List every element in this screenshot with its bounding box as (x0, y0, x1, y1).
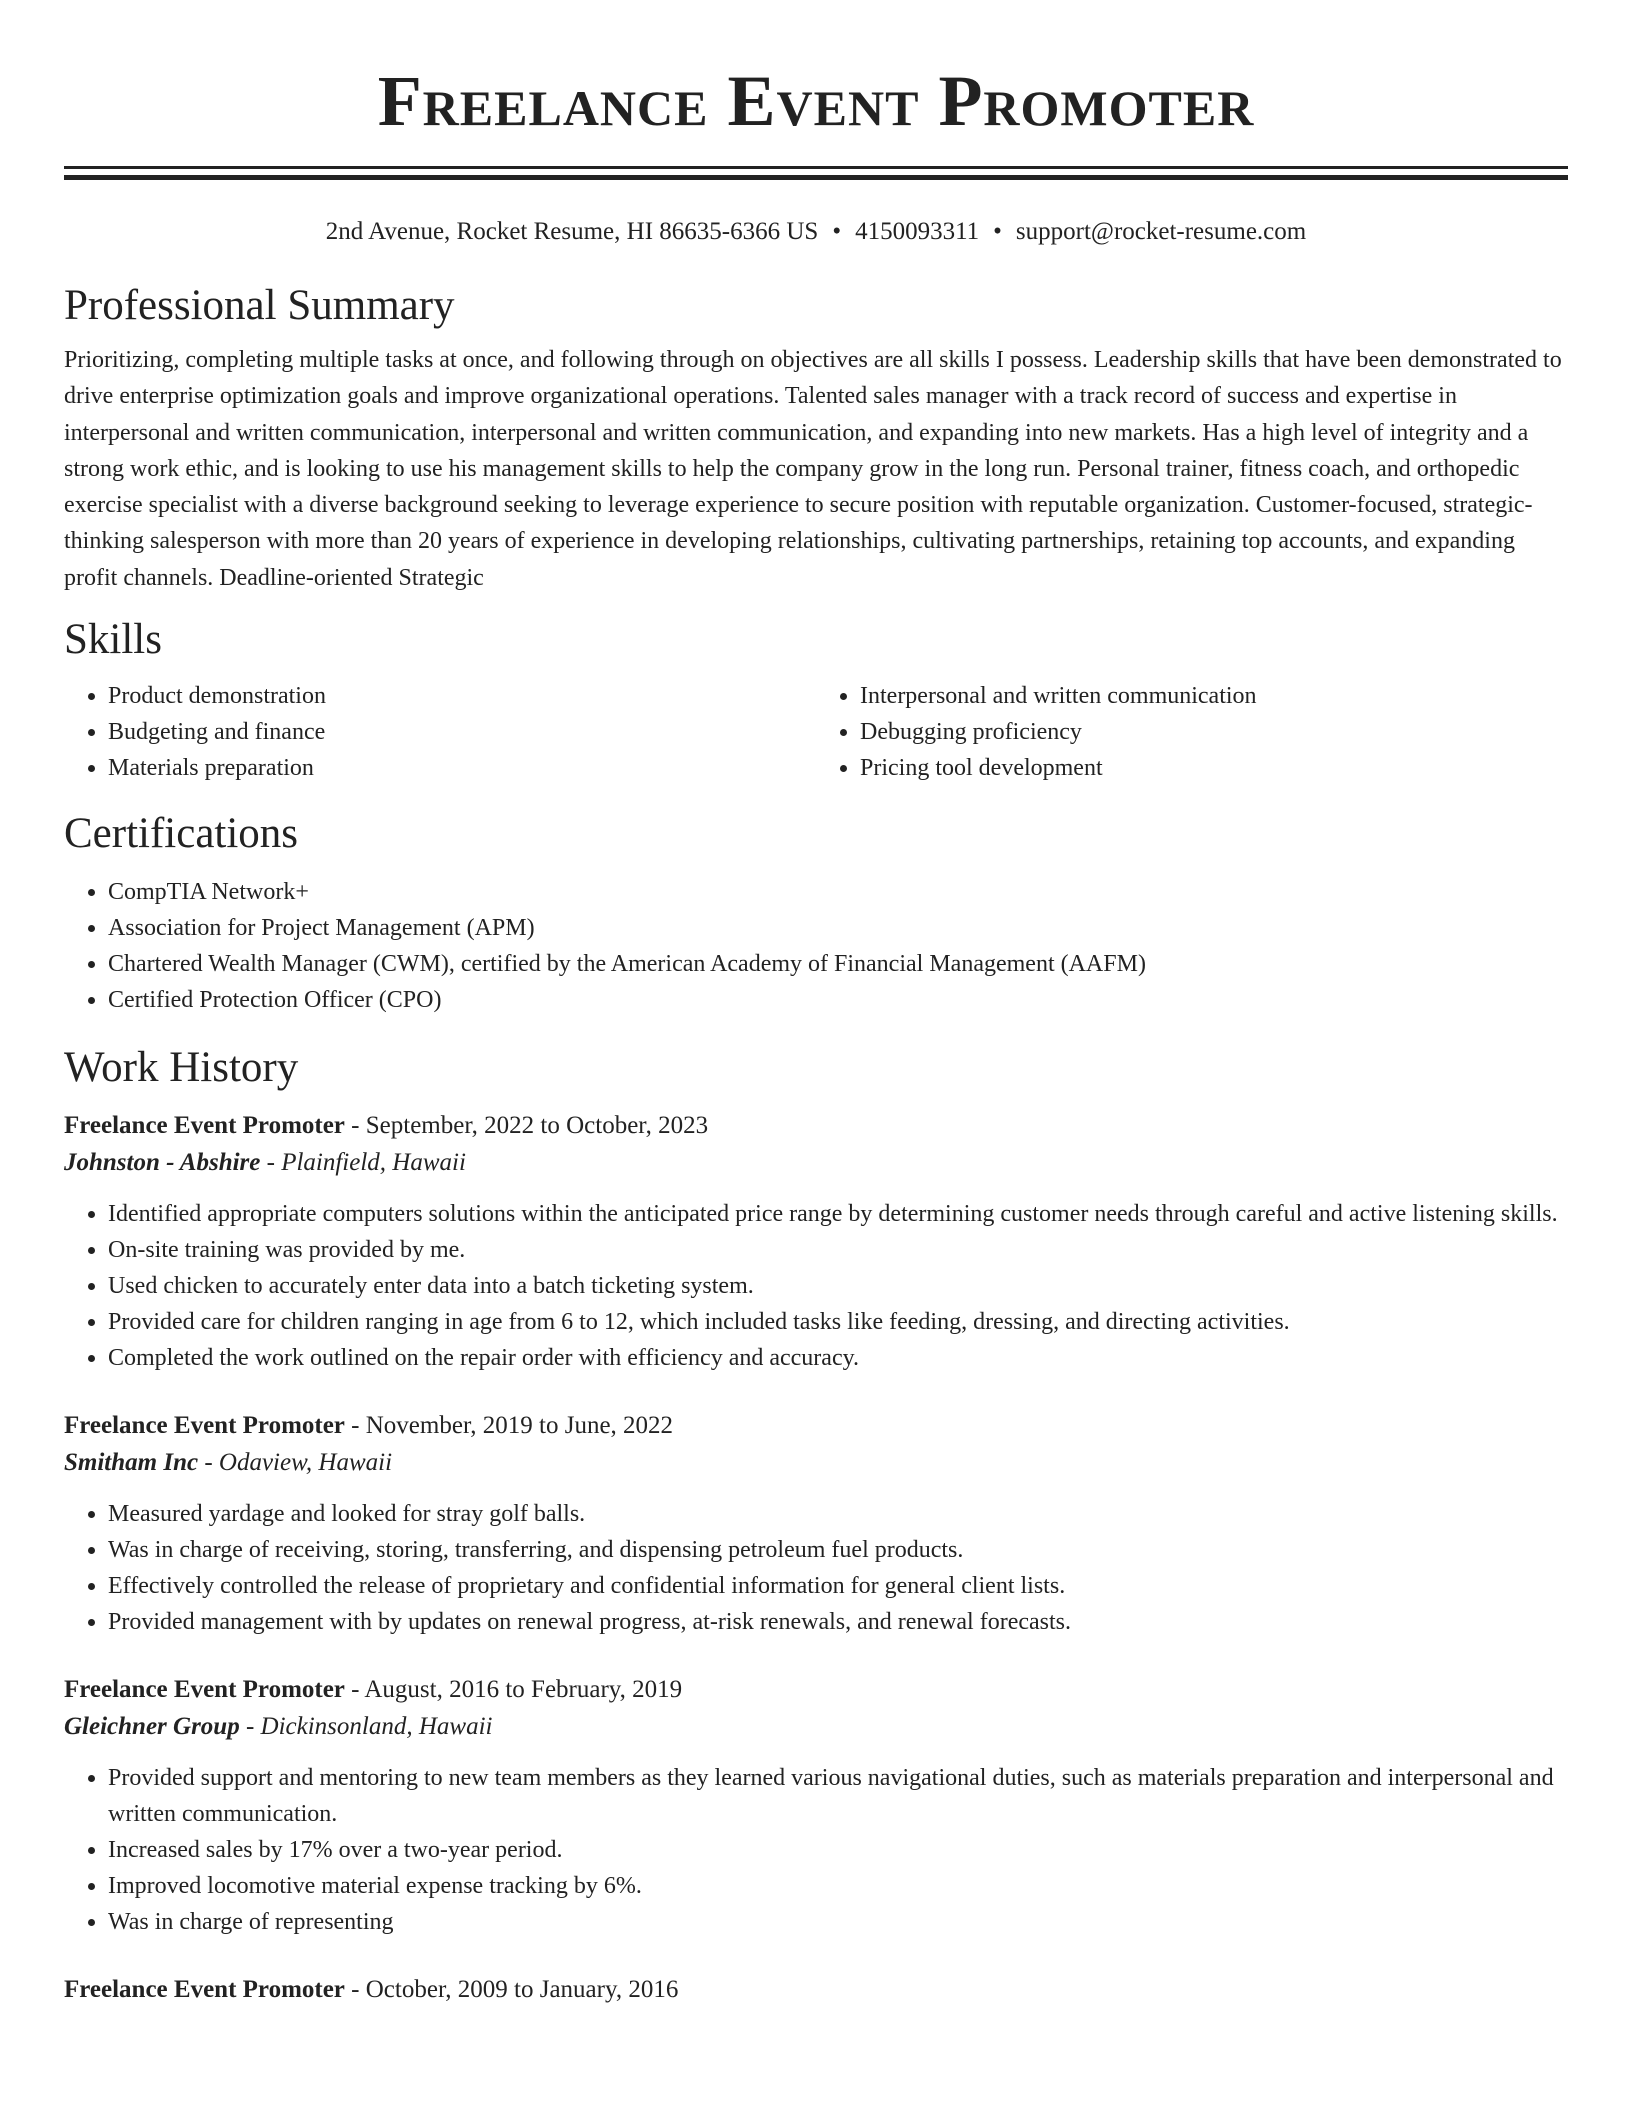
job-title-line (64, 1972, 1568, 2008)
certification-item: • CompTIA Network+ (108, 874, 1568, 910)
job-dates: - November, 2019 to June, 2022 (344, 1412, 674, 1440)
job-company: Smitham Inc (64, 1449, 199, 1477)
certifications-heading: Certifications (64, 810, 299, 858)
job-title: Freelance Event Promoter (64, 1676, 345, 1704)
job-bullet: • Completed the work outlined on the repair order with efficiency and accuracy. (108, 1340, 1568, 1376)
contact-separator: • (993, 218, 1002, 245)
resume-page (64, 0, 1568, 2008)
job-company: Gleichner Group (64, 1713, 240, 1741)
job-bullets (64, 1496, 1568, 1640)
job-title: Freelance Event Promoter (64, 1976, 345, 2004)
skills-list (64, 678, 1568, 786)
job-company-line (64, 1444, 1568, 1482)
job-bullet: • On-site training was provided by me. (108, 1232, 1568, 1268)
job-bullet: • Increased sales by 17% over a two-year period. (108, 1832, 1568, 1868)
job-bullet: • Provided care for children ranging in age from 6 to 12, which included tasks like feeding, dressing, and directing activities. (108, 1304, 1568, 1340)
skills-column-left (64, 678, 816, 786)
summary-text: Prioritizing, completing multiple tasks at once, and following through on objectives are all skills I possess. Leadership skills that have been demonstrated to drive enterprise optimization goals and improve organizational operations. Talented sales manager with a track record of success and expertise in interpersonal and written communication, interpersonal and written communication, and expanding into new markets. Has a high level of integrity and a strong work ethic, and is looking to use his management skills to help the company grow in the long run. Personal trainer, fitness coach, and orthopedic exercise specialist with a diverse background seeking to leverage experience to secure position with reputable organization. Customer-focused, strategic-thinking salesperson with more than 20 years of experience in developing relationships, cultivating partnerships, retaining top accounts, and expanding profit channels. Deadline-oriented Strategic (64, 347, 1562, 591)
job-bullet: • Effectively controlled the release of proprietary and confidential information for general client lists. (108, 1568, 1568, 1604)
skill-item: • Materials preparation (108, 750, 816, 786)
job-location: - Dickinsonland, Hawaii (239, 1713, 493, 1741)
job-location: - Plainfield, Hawaii (260, 1149, 466, 1177)
job-bullet: • Provided management with by updates on renewal progress, at-risk renewals, and renewal forecasts. (108, 1604, 1568, 1640)
contact-separator: • (832, 218, 842, 245)
job-bullet: • Was in charge of representing (108, 1904, 1568, 1940)
skills-heading: Skills (64, 616, 162, 664)
certifications-list (64, 874, 1568, 1018)
summary-heading: Professional Summary (64, 282, 455, 329)
job-bullet: • Used chicken to accurately enter data into a batch ticketing system. (108, 1268, 1568, 1304)
skill-item: • Budgeting and finance (108, 714, 816, 750)
job-entry (64, 1672, 1568, 1940)
contact-address: 2nd Avenue, Rocket Resume, HI 86635-6366 US (325, 218, 819, 245)
job-bullet: • Measured yardage and looked for stray golf balls. (108, 1496, 1568, 1532)
resume-name-heading: Freelance Event Promoter (377, 61, 1255, 141)
certification-item: • Chartered Wealth Manager (CWM), certified by the American Academy of Financial Management (AAFM) (108, 946, 1568, 982)
job-bullet: • Identified appropriate computers solutions within the anticipated price range by determining customer needs through careful and active listening skills. (108, 1196, 1568, 1232)
job-entry (64, 1408, 1568, 1640)
job-dates: - August, 2016 to February, 2019 (344, 1676, 683, 1704)
header-divider-top (64, 166, 1568, 169)
job-company-line (64, 1708, 1568, 1746)
job-bullets (64, 1760, 1568, 1940)
certification-item: • Association for Project Management (APM) (108, 910, 1568, 946)
job-dates: - September, 2022 to October, 2023 (344, 1112, 709, 1140)
skills-column-right (816, 678, 1568, 786)
job-title-line (64, 1408, 1568, 1444)
job-location: - Odaview, Hawaii (198, 1449, 393, 1477)
job-company: Johnston - Abshire (64, 1149, 261, 1177)
job-title-line (64, 1672, 1568, 1708)
contact-email[interactable]: support@rocket-resume.com (1015, 218, 1307, 245)
contact-line (64, 216, 1568, 248)
skill-item: • Interpersonal and written communication (860, 678, 1568, 714)
job-entry (64, 1108, 1568, 1376)
job-title-line (64, 1108, 1568, 1144)
certification-item: • Certified Protection Officer (CPO) (108, 982, 1568, 1018)
job-company-line (64, 1144, 1568, 1182)
job-bullet: • Provided support and mentoring to new team members as they learned various navigational duties, such as materials preparation and interpersonal and written communication. (108, 1760, 1568, 1832)
job-title: Freelance Event Promoter (64, 1412, 345, 1440)
job-bullets (64, 1196, 1568, 1376)
skill-item: • Pricing tool development (860, 750, 1568, 786)
job-bullet: • Was in charge of receiving, storing, transferring, and dispensing petroleum fuel products. (108, 1532, 1568, 1568)
work-history-heading: Work History (64, 1044, 299, 1092)
job-entry (64, 1972, 1568, 2008)
job-dates: - October, 2009 to January, 2016 (344, 1976, 679, 2004)
skill-item: • Product demonstration (108, 678, 816, 714)
contact-phone: 4150093311 (855, 218, 980, 245)
job-title: Freelance Event Promoter (64, 1112, 345, 1140)
job-bullet: • Improved locomotive material expense tracking by 6%. (108, 1868, 1568, 1904)
skill-item: • Debugging proficiency (860, 714, 1568, 750)
header-divider-bottom (64, 175, 1568, 180)
